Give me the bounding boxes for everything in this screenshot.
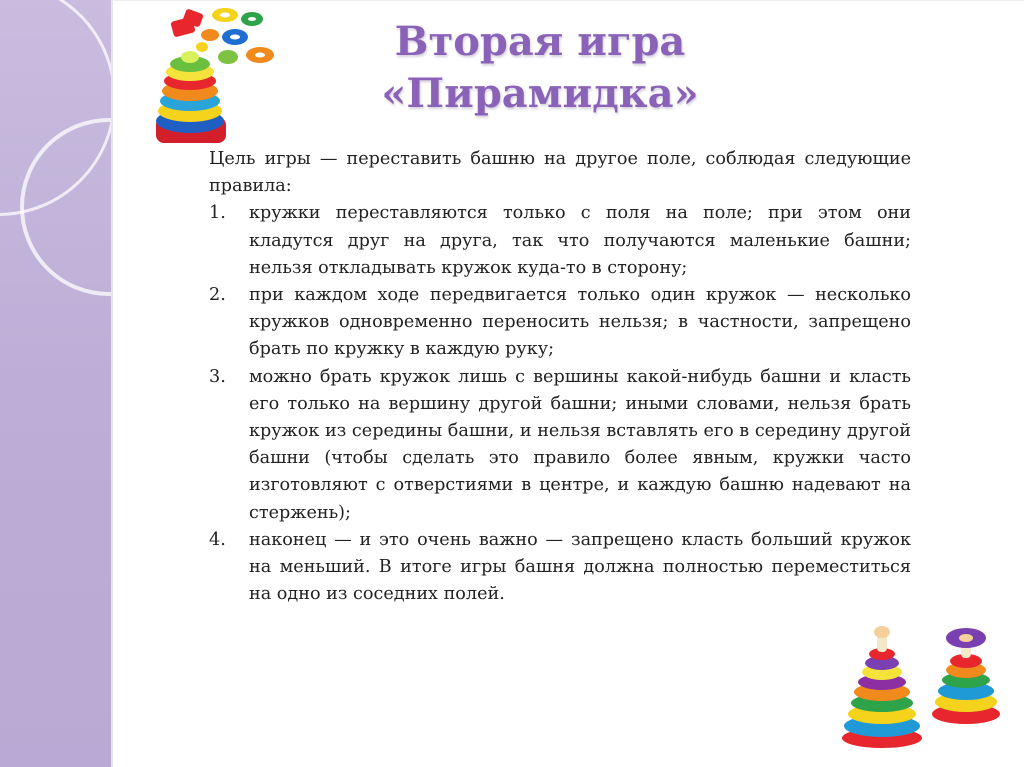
list-item (209, 527, 911, 609)
rules-list (209, 200, 911, 608)
title-line-2: «Пирамидка» (381, 70, 699, 117)
slide-body (209, 146, 911, 608)
rule-text: наконец — и это очень важно — запрещено класть больший кружок на меньший. В итоге игры башня должна полностью переместиться на одно из соседних полей. (249, 529, 911, 605)
list-item (209, 282, 911, 364)
stacking-pyramid-image (836, 620, 928, 750)
rule-text: при каждом ходе передвигается только один кружок — несколько кружков одновременно переносить нельзя; в частности, запрещено брать по кружку в каждую руку; (249, 285, 911, 360)
list-item (209, 364, 911, 527)
list-item (209, 200, 911, 282)
rule-text: можно брать кружок лишь с вершины какой-нибудь башни и класть его только на вершину другой башни; иными словами, нельзя брать кружок из середины башни, и нельзя вставлять его в середину другой башни (чтобы сделать это правило более явным, кружки часто изготовляют с отверстиями в центре, и каждую башню надевают на стержень); (249, 366, 911, 523)
rule-number: 1. (209, 203, 226, 224)
intro-text: Цель игры — переставить башню на другое поле, соблюдая следующие правила: (209, 149, 911, 197)
rule-number: 2. (209, 285, 226, 306)
rule-number: 4. (209, 529, 226, 550)
stacking-pyramid-small-image (928, 622, 1008, 732)
slide-top-border (113, 0, 1024, 1)
stacked-pyramid (156, 51, 226, 143)
rule-number: 3. (209, 366, 226, 387)
rule-text: кружки переставляются только с поля на поле; при этом они кладутся друг на друга, так что получаются маленькие башни; нельзя откладывать кружок куда-то в сторону; (249, 203, 911, 278)
decorative-side-panel (0, 0, 113, 767)
title-line-1: Вторая игра (394, 18, 686, 65)
slide-title (300, 16, 780, 120)
pyramid-toy-image (150, 5, 280, 150)
